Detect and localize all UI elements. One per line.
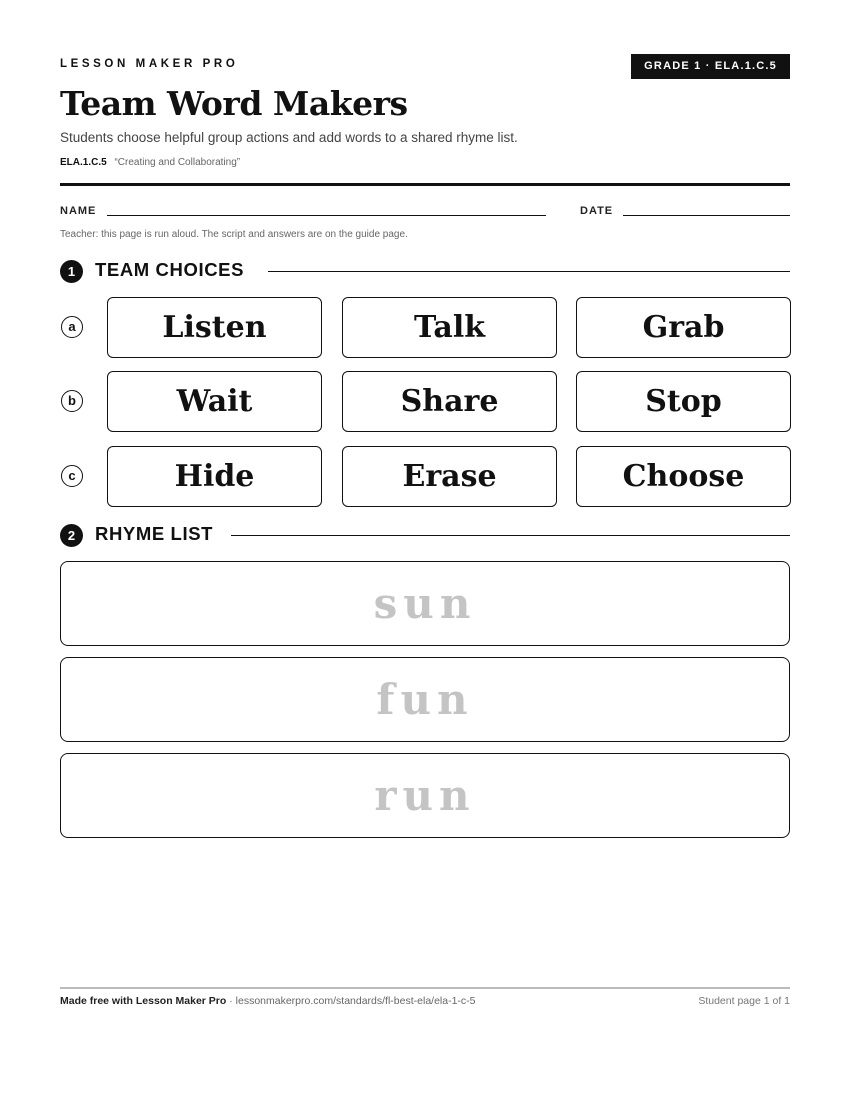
footer-separator: ·: [226, 995, 236, 1007]
grade-badge: GRADE 1 · ELA.1.C.5: [631, 54, 790, 79]
footer-made-with: Made free with Lesson Maker Pro: [60, 995, 227, 1007]
worksheet-page: [60, 0, 790, 1100]
teacher-note: Teacher: this page is run aloud. The script and answers are on the guide page.: [60, 229, 408, 240]
section-number-badge: 2: [60, 524, 83, 547]
choice-card[interactable]: Talk: [342, 297, 557, 358]
row-letter-c: c: [61, 465, 83, 487]
choice-card[interactable]: Stop: [576, 371, 791, 432]
rhyme-word-box[interactable]: run: [60, 753, 790, 838]
standard-code: ELA.1.C.5: [60, 157, 107, 168]
section-rule: [231, 535, 790, 536]
section-title: RHYME LIST: [95, 523, 214, 544]
page-title: Team Word Makers: [60, 84, 408, 123]
section-title: TEAM CHOICES: [95, 259, 245, 280]
section-rule: [268, 271, 790, 272]
footer-url-link[interactable]: lessonmakerpro.com/standards/fl-best-ela/ela-1-c-5: [235, 995, 476, 1007]
choice-card[interactable]: Wait: [107, 371, 322, 432]
date-field-line[interactable]: [623, 215, 790, 216]
choice-card[interactable]: Share: [342, 371, 557, 432]
section-team-choices-header: [60, 259, 790, 283]
section-number-badge: 1: [60, 260, 83, 283]
standard-name: “Creating and Collaborating”: [114, 157, 241, 168]
row-letter-a: a: [61, 316, 83, 338]
rhyme-word-box[interactable]: fun: [60, 657, 790, 742]
header-divider: [60, 183, 790, 186]
brand-name: LESSON MAKER PRO: [60, 58, 239, 70]
footer-divider: [60, 987, 790, 989]
standard-reference: [60, 157, 240, 168]
row-letter-b: b: [61, 390, 83, 412]
choice-card[interactable]: Grab: [576, 297, 791, 358]
choice-card[interactable]: Choose: [576, 446, 791, 507]
date-label: DATE: [580, 205, 614, 217]
rhyme-word-box[interactable]: sun: [60, 561, 790, 646]
choice-card[interactable]: Listen: [107, 297, 322, 358]
name-label: NAME: [60, 205, 97, 217]
choice-card[interactable]: Hide: [107, 446, 322, 507]
section-rhyme-list-header: [60, 523, 790, 547]
choice-card[interactable]: Erase: [342, 446, 557, 507]
footer-page-label: Student page 1 of 1: [698, 995, 790, 1007]
name-field-line[interactable]: [107, 215, 546, 216]
footer-credit: [60, 995, 476, 1007]
page-subtitle: Students choose helpful group actions and add words to a shared rhyme list.: [60, 130, 518, 145]
